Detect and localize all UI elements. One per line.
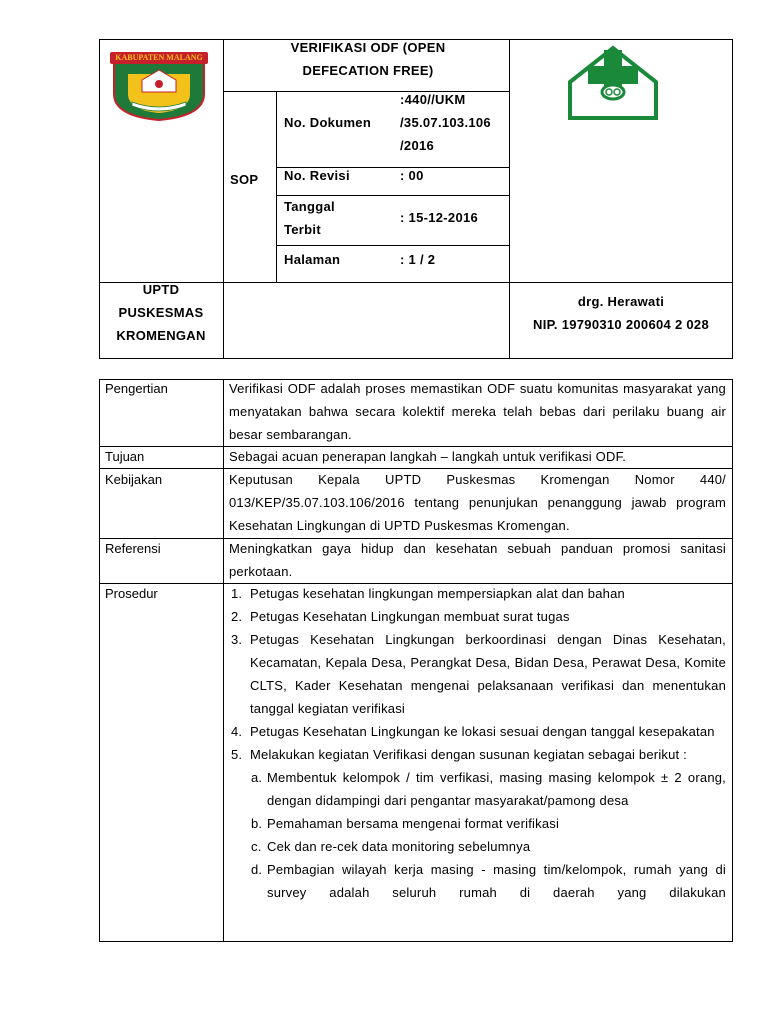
pengertian-text: Verifikasi ODF adalah proses memastikan ODF suatu komunitas masyarakat yang menyatakan bahwa secara kolektif mereka telah bebas dari perilaku buang air besar sembarangan. (229, 381, 726, 442)
list-item-text: Melakukan kegiatan Verifikasi dengan susunan kegiatan sebagai berikut : (250, 747, 687, 762)
sub-list-item-letter: c. (251, 839, 262, 854)
list-item (225, 628, 726, 720)
signer-name: drg. Herawati (577, 294, 665, 309)
kebijakan-label: Kebijakan (105, 472, 163, 487)
doc-number-label: No. Dokumen (284, 115, 372, 130)
list-item (225, 605, 726, 628)
issue-date-value: : 15-12-2016 (400, 210, 479, 225)
pengertian-label: Pengertian (105, 381, 168, 396)
page-value: : 1 / 2 (400, 252, 436, 267)
sub-list-item (225, 766, 726, 812)
sub-list-item-letter: a. (251, 770, 263, 785)
sub-list-item-text: Cek dan re-cek data monitoring sebelumnya (267, 839, 531, 854)
kabupaten-malang-logo (106, 50, 212, 122)
prosedur-list (225, 582, 726, 904)
revision-value: : 00 (400, 168, 424, 183)
list-item-number: 2. (231, 609, 243, 624)
sub-list-item-text: Membentuk kelompok / tim verfikasi, masing masing kelompok ± 2 orang, dengan didampingi dari pengantar masyarakat/pamong desa (267, 770, 726, 808)
list-item-number: 1. (231, 586, 243, 601)
list-item-text: Petugas kesehatan lingkungan mempersiapkan alat dan bahan (250, 586, 625, 601)
list-item-text: Petugas Kesehatan Lingkungan membuat surat tugas (250, 609, 570, 624)
issue-date-label: Tanggal Terbit (284, 199, 335, 237)
sub-list-item (225, 835, 726, 858)
revision-label: No. Revisi (284, 168, 350, 183)
sub-list-item-letter: d. (251, 862, 263, 877)
kebijakan-text: Keputusan Kepala UPTD Puskesmas Kromengan Nomor 440/ 013/KEP/35.07.103.106/2016 tentang penunjukan penanggung jawab program Kesehatan Lingkungan di UPTD Puskesmas Kromengan. (229, 472, 726, 533)
health-cross-logo (568, 44, 658, 122)
document-title: VERIFIKASI ODF (OPEN DEFECATION FREE) (290, 40, 446, 78)
tujuan-label: Tujuan (105, 449, 145, 464)
doc-number-value: :440//UKM /35.07.103.106 /2016 (400, 92, 491, 153)
list-item-text: Petugas Kesehatan Lingkungan ke lokasi sesuai dengan tanggal kesepakatan (250, 724, 715, 739)
logo-banner-text: KABUPATEN MALANG (115, 53, 203, 62)
list-item (225, 743, 726, 766)
list-item-number: 3. (231, 632, 243, 647)
list-item (225, 582, 726, 605)
signer-nip: NIP. 19790310 200604 2 028 (533, 317, 709, 332)
list-item-number: 4. (231, 724, 243, 739)
list-item-text: Petugas Kesehatan Lingkungan berkoordinasi dengan Dinas Kesehatan, Kecamatan, Kepala Desa, Perangkat Desa, Bidan Desa, Perawat Desa, Komite CLTS, Kader Kesehatan mengenai pelaksanaan verifikasi dan menentukan tanggal kegiatan verifikasi (250, 632, 726, 716)
tujuan-text: Sebagai acuan penerapan langkah – langkah untuk verifikasi ODF. (229, 449, 627, 464)
prosedur-label: Prosedur (105, 586, 158, 601)
sub-list-item (225, 812, 726, 835)
sub-list-item-text: Pembagian wilayah kerja masing - masing tim/kelompok, rumah yang di survey adalah seluruh rumah di daerah yang dilakukan (267, 862, 726, 900)
referensi-label: Referensi (105, 541, 161, 556)
sop-label: SOP (230, 172, 259, 187)
referensi-text: Meningkatkan gaya hidup dan kesehatan sebuah panduan promosi sanitasi perkotaan. (229, 541, 726, 579)
page-label: Halaman (284, 252, 341, 267)
sub-list-item-text: Pemahaman bersama mengenai format verifikasi (267, 816, 560, 831)
sub-list-item (225, 858, 726, 904)
list-item (225, 720, 726, 743)
list-item-number: 5. (231, 747, 243, 762)
organization-name: UPTD PUSKESMAS KROMENGAN (116, 282, 206, 343)
sub-list-item-letter: b. (251, 816, 263, 831)
